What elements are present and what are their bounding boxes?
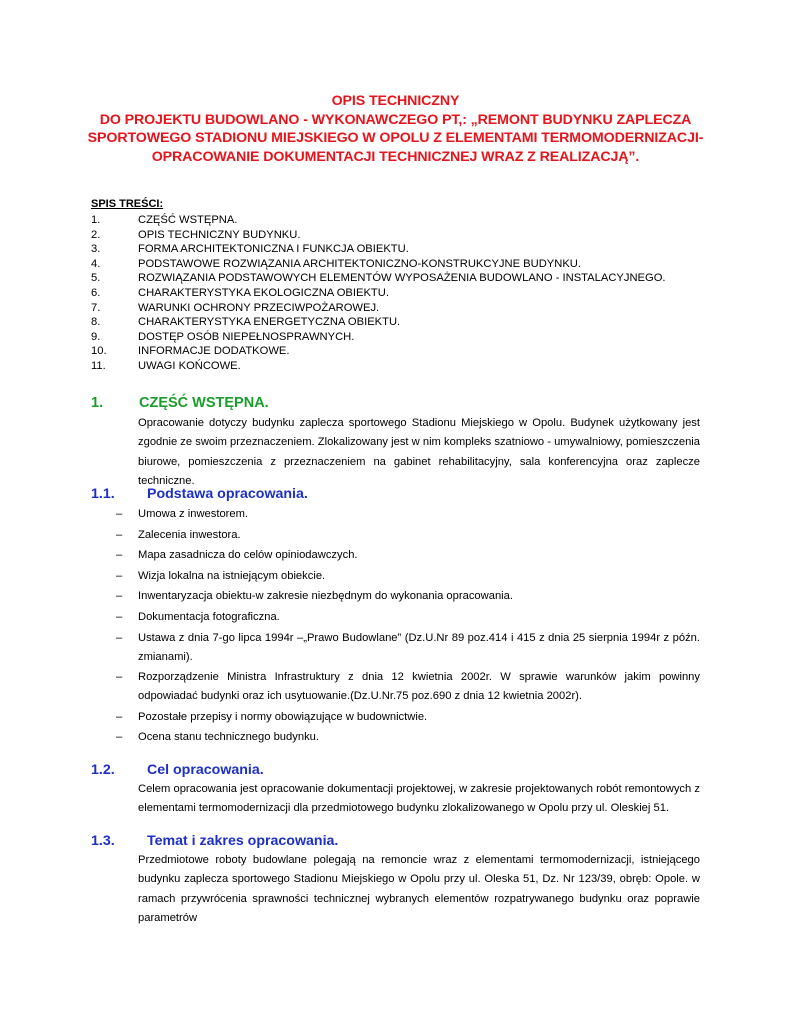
toc-item-number: 10. <box>91 345 107 358</box>
dash-bullet-icon: – <box>116 508 123 520</box>
dash-bullet-icon: – <box>116 569 123 582</box>
toc-item-text: CZĘŚĆ WSTĘPNA. <box>138 214 238 226</box>
list-item-text: Zalecenia inwestora. <box>138 528 241 541</box>
toc-item-number: 9. <box>91 330 101 343</box>
document-title <box>80 92 711 166</box>
list-item-text: Ocena stanu technicznego budynku. <box>138 731 319 744</box>
section-title: Temat i zakres opracowania. <box>147 833 339 849</box>
dash-bullet-icon: – <box>116 528 123 541</box>
toc-item-number: 5. <box>91 272 101 285</box>
list-item-text: Dokumentacja fotograficzna. <box>138 610 280 623</box>
section-number: 1.3. <box>91 833 115 849</box>
toc-item <box>91 228 691 243</box>
dash-bullet-icon: – <box>116 590 123 603</box>
section-1-2-paragraph: Celem opracowania jest opracowanie dokumentacji projektowej, w zakresie projektowanych robót remontowych z elementami termomodernizacji dla przedmiotowego budynku zlokalizowanego w Opolu przy ul. Oleskiej 51. <box>138 783 700 815</box>
toc-item <box>91 213 691 228</box>
title-line: DO PROJEKTU BUDOWLANO - WYKONAWCZEGO PT,: „REMONT BUDYNKU ZAPLECZA <box>99 111 692 128</box>
dash-bullet-icon: – <box>116 671 123 684</box>
toc-item-text: DOSTĘP OSÓB NIEPEŁNOSPRAWNYCH. <box>138 330 355 343</box>
list-item <box>116 608 700 627</box>
toc-item <box>91 257 691 272</box>
section-title: Podstawa opracowania. <box>147 486 308 502</box>
toc-item-number: 11. <box>91 359 106 372</box>
list-item <box>116 505 700 524</box>
list-item-text: Wizja lokalna na istniejącym obiekcie. <box>138 569 326 582</box>
basis-list <box>116 505 700 749</box>
toc-item-text: CHARAKTERYSTYKA ENERGETYCZNA OBIEKTU. <box>138 316 401 329</box>
list-item <box>116 526 700 545</box>
toc-item-text: FORMA ARCHITEKTONICZNA I FUNKCJA OBIEKTU. <box>138 243 409 256</box>
list-item <box>116 587 700 606</box>
toc-item-text: WARUNKI OCHRONY PRZECIWPOŻAROWEJ. <box>138 301 380 314</box>
section-number: 1. <box>91 395 104 411</box>
section-number: 1.1. <box>91 486 115 502</box>
section-number: 1.2. <box>91 762 115 778</box>
list-item <box>116 546 700 565</box>
dash-bullet-icon: – <box>116 610 123 623</box>
toc-item <box>91 301 691 316</box>
toc-item-number: 1. <box>91 214 101 226</box>
list-item <box>116 668 700 706</box>
table-of-contents <box>91 213 691 374</box>
toc-item-number: 6. <box>91 286 101 299</box>
title-line: OPRACOWANIE DOKUMENTACJI TECHNICZNEJ WRAZ Z REALIZACJĄ”. <box>151 148 640 165</box>
list-item <box>116 567 700 586</box>
list-item-text: Mapa zasadnicza do celów opiniodawczych. <box>138 549 358 562</box>
list-item <box>116 629 700 667</box>
list-item <box>116 708 700 727</box>
toc-item-text: ROZWIĄZANIA PODSTAWOWYCH ELEMENTÓW WYPOSAŻENIA BUDOWLANO - INSTALACYJNEGO. <box>138 272 666 285</box>
toc-item <box>91 359 691 374</box>
list-item <box>116 728 700 747</box>
list-item-text: Pozostałe przepisy i normy obowiązujące w budownictwie. <box>138 710 428 723</box>
toc-item-text: CHARAKTERYSTYKA EKOLOGICZNA OBIEKTU. <box>138 286 389 299</box>
toc-item-text: INFORMACJE DODATKOWE. <box>138 345 290 358</box>
toc-item-number: 7. <box>91 301 101 314</box>
toc-item <box>91 242 691 257</box>
dash-bullet-icon: – <box>116 710 123 723</box>
dash-bullet-icon: – <box>116 549 123 562</box>
section-title: CZĘŚĆ WSTĘPNA. <box>139 395 269 411</box>
toc-item <box>91 286 691 301</box>
toc-item <box>91 330 691 345</box>
list-item-text: Rozporządzenie Ministra Infrastruktury z dnia 12 kwietnia 2002r. W sprawie warunków jakim powinny odpowiadać budynki oraz ich usytuowanie.(Dz.U.Nr.75 poz.690 z dnia 12 kwietnia 2002r). <box>138 671 700 703</box>
toc-item <box>91 315 691 330</box>
list-item-text: Inwentaryzacja obiektu-w zakresie niezbędnym do wykonania opracowania. <box>138 590 513 603</box>
list-item-text: Ustawa z dnia 7-go lipca 1994r –„Prawo Budowlane” (Dz.U.Nr 89 poz.414 i 415 z dnia 25 sierpnia 1994r z późn. zmianami). <box>138 631 700 663</box>
title-line: OPIS TECHNICZNY <box>331 93 460 109</box>
toc-item-number: 4. <box>91 257 101 270</box>
toc-item <box>91 344 691 359</box>
section-title: Cel opracowania. <box>147 762 264 778</box>
toc-item-text: OPIS TECHNICZNY BUDYNKU. <box>138 228 301 241</box>
toc-item-number: 8. <box>91 316 101 329</box>
title-line: SPORTOWEGO STADIONU MIEJSKIEGO W OPOLU Z ELEMENTAMI TERMOMODERNIZACJI- <box>87 130 704 146</box>
toc-item <box>91 271 691 286</box>
toc-heading: SPIS TREŚCI: <box>91 198 164 210</box>
list-item-text: Umowa z inwestorem. <box>138 508 249 520</box>
section-1-paragraph: Opracowanie dotyczy budynku zaplecza sportowego Stadionu Miejskiego w Opolu. Budynek użytkowany jest zgodnie ze swoim przeznaczeniem. Zlokalizowany jest w nim kompleks szatniowo - umywalniowy, pomieszczenia biurowe, pomieszczenia z przeznaczeniem na gabinet rehabilitacyjny, sala konferencyjna oraz zaplecze techniczne. <box>138 417 700 487</box>
dash-bullet-icon: – <box>116 731 123 744</box>
toc-item-text: PODSTAWOWE ROZWIĄZANIA ARCHITEKTONICZNO-KONSTRUKCYJNE BUDYNKU. <box>138 257 581 270</box>
dash-bullet-icon: – <box>116 631 123 644</box>
toc-item-number: 2. <box>91 228 101 241</box>
section-1-3-paragraph: Przedmiotowe roboty budowlane polegają na remoncie wraz z elementami termomodernizacji, istniejącego budynku zaplecza sportowego Stadionu Miejskiego w Opolu przy ul. Oleska 51, Dz. Nr 123/39, obręb: Opole. w ramach przywrócenia sprawności technicznej wybranych elementów rozpatrywanego budynku oraz poprawie parametrów <box>138 854 700 924</box>
toc-item-number: 3. <box>91 243 101 256</box>
toc-item-text: UWAGI KOŃCOWE. <box>138 359 241 372</box>
